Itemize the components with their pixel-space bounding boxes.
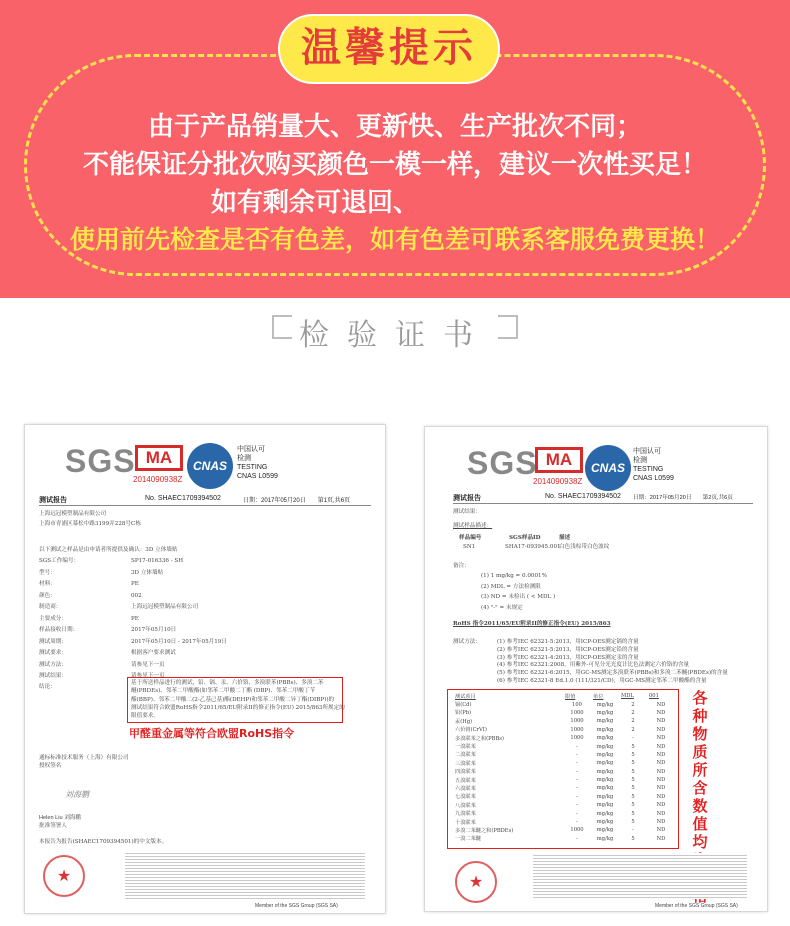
table-cell: 1000 xyxy=(570,726,584,733)
table-cell: mg/kg xyxy=(596,743,614,750)
table-cell: 1000 xyxy=(570,735,584,742)
table-cell: mg/kg xyxy=(596,718,614,725)
client-name: 上海远冠模塑制品有限公司 xyxy=(39,511,107,517)
conclusion-line: 酯(BBP)、邻苯二甲酸二(2-乙基己基)酯(DEHP)和邻苯二甲酸二异丁酯(DIBP))的 xyxy=(131,696,335,703)
field-value: PE xyxy=(131,615,139,622)
signer-title: 批准签署人 xyxy=(39,823,67,829)
table-cell: 二溴联苯 xyxy=(455,752,476,759)
table-header-cell: 单位 xyxy=(593,693,604,700)
banner-line-1: 由于产品销量大、更新快、生产批次不同； xyxy=(147,112,642,142)
intro-text: 以下测试之样品是由申请者所提供及确认：3D 立体墙贴 xyxy=(39,547,178,553)
field-label: 测试要求： xyxy=(39,650,67,656)
field-label: 测试结果： xyxy=(39,673,67,679)
conclusion-line: 限值要求。 xyxy=(131,713,159,720)
table-cell: 5 xyxy=(631,785,635,792)
table-cell: ND xyxy=(656,835,666,842)
table-cell: - xyxy=(576,777,578,784)
note-line: (1) 1 mg/kg = 0.0001% xyxy=(481,573,547,579)
table-cell: ND xyxy=(656,810,666,817)
table-cell: ND xyxy=(656,735,666,742)
table-cell: mg/kg xyxy=(596,709,614,716)
sample-header-1: 样品编号 xyxy=(459,535,482,541)
table-cell: 九溴联苯 xyxy=(455,811,476,818)
field-value: 3D 立体墙贴 xyxy=(131,569,164,576)
field-value: SP17-016336 - SH xyxy=(131,558,184,564)
field-label: 主要成分： xyxy=(39,615,67,622)
method-line: (3) 参考IEC 62321-4:2013，用ICP-OES测定汞的含量 xyxy=(497,654,639,661)
table-cell: 5 xyxy=(631,751,635,758)
red-note: 甲醛重金属等符合欧盟RoHS指令 xyxy=(129,727,295,740)
table-cell: - xyxy=(576,793,578,800)
field-label: 测试周期： xyxy=(39,638,67,645)
table-cell: 一溴二苯醚 xyxy=(455,836,481,843)
table-cell: ND xyxy=(656,819,666,826)
banner-line-2: 不能保证分批次购买颜色一模一样，建议一次性买足！ xyxy=(82,150,707,180)
table-cell: 5 xyxy=(631,810,635,817)
table-cell: 5 xyxy=(631,819,635,826)
table-cell: 5 xyxy=(631,777,635,784)
table-cell: ND xyxy=(656,701,666,708)
field-value: 请参见下一页 xyxy=(131,661,165,668)
cnas-logo: CNAS xyxy=(585,445,631,491)
field-label: 测试方法： xyxy=(39,661,67,668)
field-label: 样品接收日期： xyxy=(39,627,79,633)
table-cell: 五溴联苯 xyxy=(455,777,476,784)
table-cell: mg/kg xyxy=(596,768,614,775)
ma-logo: MA xyxy=(535,447,583,473)
table-cell: ND xyxy=(656,827,666,834)
table-cell: 六溴联苯 xyxy=(455,785,476,792)
table-cell: 多溴二苯醚之和(PBDEs) xyxy=(455,827,514,834)
table-cell: mg/kg xyxy=(596,785,614,792)
table-cell: 5 xyxy=(631,793,635,800)
table-highlight xyxy=(447,689,679,849)
table-cell: - xyxy=(576,743,578,750)
table-cell: 100 xyxy=(572,701,582,708)
table-cell: - xyxy=(576,751,578,758)
table-cell: 5 xyxy=(631,802,635,809)
table-cell: 2 xyxy=(631,718,635,725)
table-cell: mg/kg xyxy=(596,726,614,733)
member-text: Member of the SGS Group (SGS SA) xyxy=(255,903,338,909)
table-cell: mg/kg xyxy=(596,827,614,834)
table-cell: 铅(Pb) xyxy=(455,710,472,717)
company-name: 通标标准技术服务（上海）有限公司 xyxy=(39,755,129,761)
table-cell: 八溴联苯 xyxy=(455,802,476,809)
table-cell: mg/kg xyxy=(596,777,614,784)
table-cell: 镉(Cd) xyxy=(455,702,472,709)
sample-header-3: 描述 xyxy=(559,535,571,541)
table-cell: ND xyxy=(656,785,666,792)
table-cell: 2 xyxy=(631,701,635,708)
banner-line-4: 使用前先检查是否有色差，如有色差可联系客服免费更换！ xyxy=(69,225,720,254)
table-header-cell: 限值 xyxy=(565,693,576,700)
table-cell: 汞(Hg) xyxy=(455,718,473,725)
sgs-logo: SGS xyxy=(65,443,136,479)
table-cell: 5 xyxy=(631,760,635,767)
table-cell: ND xyxy=(656,760,666,767)
field-label: 制造商： xyxy=(39,604,62,610)
member-text: Member of the SGS Group (SGS SA) xyxy=(655,903,738,909)
method-line: (2) 参考IEC 62321-5:2013，用ICP-OES测定铅的含量 xyxy=(497,646,639,653)
note-line: (4) "-" = 未规定 xyxy=(481,604,523,611)
table-cell: 5 xyxy=(631,768,635,775)
table-cell: - xyxy=(576,785,578,792)
table-cell: mg/kg xyxy=(596,751,614,758)
table-cell: mg/kg xyxy=(596,793,614,800)
method-line: (4) 参考IEC 62321:2008，用紫外-可见分光光度计比色法测定六价铬的含量 xyxy=(497,662,690,669)
table-cell: mg/kg xyxy=(596,735,614,742)
signatory-label: 授权签名 xyxy=(39,763,62,769)
banner-line-3: 如有剩余可退回、 xyxy=(210,188,419,218)
report-label: 测试报告 xyxy=(453,495,481,502)
seal-stamp: ★ xyxy=(43,855,85,897)
table-cell: 一溴联苯 xyxy=(455,744,476,751)
sample-id: SN1 xyxy=(463,544,476,550)
certificate-page-2 xyxy=(424,426,768,912)
field-value: 根据客户要求测试 xyxy=(131,650,176,656)
fine-print xyxy=(533,853,747,899)
field-value: PE xyxy=(131,581,139,587)
notes-label: 备注： xyxy=(453,563,470,569)
table-cell: 1000 xyxy=(570,709,584,716)
banner-title: 温馨提示 xyxy=(278,14,500,84)
fine-print xyxy=(125,851,365,901)
ma-logo: MA xyxy=(135,445,183,471)
conclusion-line: 醚(PBDEs)、邻苯二甲酸酯(如邻苯二甲酸二丁酯 (DBP)、邻苯二甲酸丁苄 xyxy=(131,688,316,695)
field-label: 材料： xyxy=(39,581,56,587)
sample-header-2: SGS样品ID xyxy=(509,535,541,541)
table-cell: - xyxy=(576,760,578,767)
certificate-page-1 xyxy=(24,424,386,914)
method-label: 测试方法： xyxy=(453,639,481,645)
field-value: 上海远冠模塑制品有限公司 xyxy=(131,604,199,610)
table-cell: - xyxy=(576,810,578,817)
table-cell: ND xyxy=(656,718,666,725)
note-line: (3) ND = 未检出 ( < MDL ) xyxy=(481,594,556,600)
field-value: 2017年05月10日 xyxy=(131,627,177,633)
method-line: (1) 参考IEC 62321-5:2013，用ICP-OES测定镉的含量 xyxy=(497,639,639,645)
field-value: 请参见下一页 xyxy=(131,673,165,679)
notice-banner xyxy=(0,0,790,298)
table-cell: mg/kg xyxy=(596,819,614,826)
cnas-text: 中国认可 检测 TESTING CNAS L0599 xyxy=(633,448,674,482)
note-line: (2) MDL = 方法检测限 xyxy=(481,583,541,590)
table-cell: ND xyxy=(656,751,666,758)
sample-desc: 白色浅棕带白色波纹 xyxy=(559,544,610,550)
table-cell: ND xyxy=(656,709,666,716)
ma-number: 2014090938Z xyxy=(133,475,183,484)
table-cell: mg/kg xyxy=(596,701,614,708)
table-cell: 2 xyxy=(631,726,635,733)
table-header-cell: 测试项目 xyxy=(455,693,476,700)
method-line: (6) 参考IEC 62321-8 Ed.1.0 (111/321/CD)，用GC-MS测定邻苯二甲酸酯的含量 xyxy=(497,678,707,684)
report-number: No. SHAEC1709394502 xyxy=(145,495,221,502)
table-cell: 1000 xyxy=(570,718,584,725)
report-date: 日期：2017年05月20日 第1页,共6页 xyxy=(243,498,351,504)
table-cell: 七溴联苯 xyxy=(455,794,476,801)
sample-desc-label: 测试样品描述： xyxy=(453,523,493,529)
client-address: 上海市青浦区幕松中路3199弄228号C栋 xyxy=(39,521,141,527)
table-cell: 2 xyxy=(631,709,635,716)
conclusion-line: 基于所送样品进行的测试，铅、镉、汞、六价铬、多溴联苯(PBBs)、多溴二苯 xyxy=(131,680,324,686)
field-value: 002 xyxy=(131,592,142,599)
table-cell: 5 xyxy=(631,743,635,750)
table-cell: 十溴联苯 xyxy=(455,819,476,826)
table-cell: ND xyxy=(656,777,666,784)
field-label: 颜色： xyxy=(39,592,56,599)
table-cell: mg/kg xyxy=(596,810,614,817)
seal-stamp: ★ xyxy=(455,861,497,903)
red-vertical-note: 各种物质所含数值均 xyxy=(692,689,708,851)
table-cell: ND xyxy=(656,802,666,809)
report-number: No. SHAEC1709394502 xyxy=(545,493,621,500)
report-date: 日期：2017年05月20日 第2页,共6页 xyxy=(633,495,733,501)
table-cell: - xyxy=(576,835,578,842)
ma-number: 2014090938Z xyxy=(533,477,583,486)
table-cell: ND xyxy=(656,768,666,775)
signer-name: Helen Liu 刘海鹏 xyxy=(39,815,81,821)
results-label: 测试结果： xyxy=(453,509,481,515)
report-label: 测试报告 xyxy=(39,497,67,504)
table-cell: mg/kg xyxy=(596,802,614,809)
table-cell: - xyxy=(576,819,578,826)
table-cell: 1000 xyxy=(570,827,584,834)
table-cell: 多溴联苯之和(PBBs) xyxy=(455,735,504,742)
table-cell: ND xyxy=(656,726,666,733)
cnas-logo: CNAS xyxy=(187,443,233,489)
signature: 刘海鹏 xyxy=(65,790,89,799)
conclusion-label: 结论： xyxy=(39,684,56,690)
cnas-text: 中国认可 检测 TESTING CNAS L0599 xyxy=(237,446,278,480)
conclusion-line: 测试结果符合欧盟RoHS指令2011/65/EU附录II的修正指令(EU) 2015/863所规定的 xyxy=(131,704,345,711)
section-title: 检验证书 xyxy=(299,318,491,353)
table-cell: - xyxy=(632,827,634,834)
table-cell: - xyxy=(576,802,578,809)
table-cell: 六价铬(CrVI) xyxy=(455,727,487,734)
table-cell: ND xyxy=(656,793,666,800)
table-cell: - xyxy=(632,735,634,742)
footer-note: 本报告为报告(SHAEC1709394501)的中文版本。 xyxy=(39,839,168,845)
method-line: (5) 参考IEC 62321-6:2015，用GC-MS测定多溴联苯(PBBs)和多溴二苯醚(PBDEs)的含量 xyxy=(497,670,728,677)
table-cell: 四溴联苯 xyxy=(455,769,476,776)
table-header-cell: MDL xyxy=(621,693,634,700)
field-label: 型号： xyxy=(39,569,56,576)
field-value: 2017年05月10日 - 2017年05月19日 xyxy=(131,638,227,645)
table-header-cell: 001 xyxy=(649,693,659,700)
sgs-logo: SGS xyxy=(467,445,538,481)
rohs-title: RoHS 指令2011/65/EU附录II的修正指令(EU) 2015/863 xyxy=(453,621,611,627)
table-cell: ND xyxy=(656,743,666,750)
table-cell: mg/kg xyxy=(596,835,614,842)
sgs-sample-id: SHA17-093945.001 xyxy=(505,544,561,550)
table-cell: 5 xyxy=(631,835,635,842)
field-label: SGS工作编号： xyxy=(39,558,80,564)
table-cell: mg/kg xyxy=(596,760,614,767)
table-cell: 三溴联苯 xyxy=(455,760,476,767)
table-cell: - xyxy=(576,768,578,775)
